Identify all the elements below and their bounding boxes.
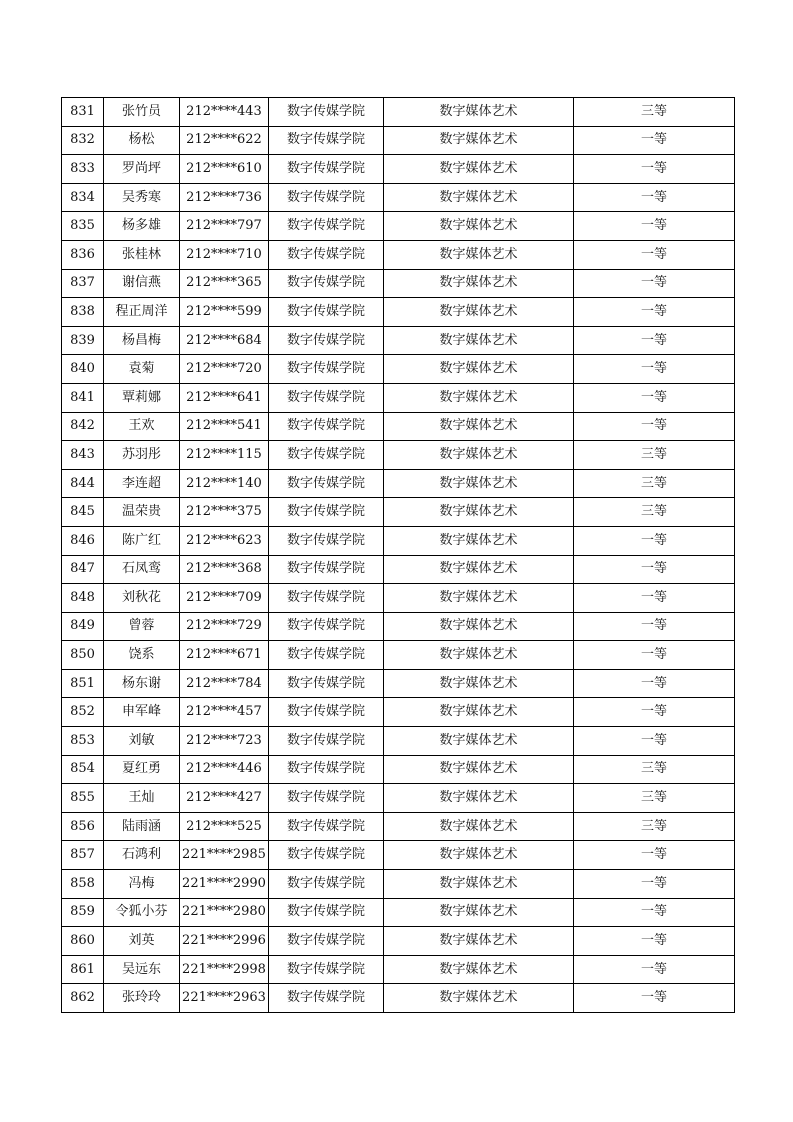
major-name: 数字媒体艺术 (384, 155, 574, 184)
table-row (62, 755, 735, 784)
award-grade: 三等 (574, 469, 735, 498)
row-number: 849 (62, 612, 104, 641)
major-name: 数字媒体艺术 (384, 669, 574, 698)
student-name: 王灿 (104, 784, 180, 813)
award-grade: 一等 (574, 984, 735, 1013)
major-name: 数字媒体艺术 (384, 355, 574, 384)
college-name: 数字传媒学院 (269, 126, 384, 155)
major-name: 数字媒体艺术 (384, 727, 574, 756)
college-name: 数字传媒学院 (269, 755, 384, 784)
table-row (62, 812, 735, 841)
student-name: 冯梅 (104, 870, 180, 899)
student-name: 温荣贵 (104, 498, 180, 527)
award-grade: 一等 (574, 698, 735, 727)
student-id: 212****710 (180, 240, 269, 269)
row-number: 845 (62, 498, 104, 527)
table-row (62, 155, 735, 184)
major-name: 数字媒体艺术 (384, 98, 574, 127)
row-number: 838 (62, 298, 104, 327)
row-number: 851 (62, 669, 104, 698)
award-grade: 一等 (574, 955, 735, 984)
award-grade: 一等 (574, 269, 735, 298)
award-grade: 一等 (574, 383, 735, 412)
college-name: 数字传媒学院 (269, 898, 384, 927)
college-name: 数字传媒学院 (269, 727, 384, 756)
college-name: 数字传媒学院 (269, 812, 384, 841)
award-grade: 一等 (574, 155, 735, 184)
major-name: 数字媒体艺术 (384, 612, 574, 641)
major-name: 数字媒体艺术 (384, 927, 574, 956)
college-name: 数字传媒学院 (269, 669, 384, 698)
row-number: 852 (62, 698, 104, 727)
award-grade: 一等 (574, 298, 735, 327)
student-id: 212****457 (180, 698, 269, 727)
student-name: 王欢 (104, 412, 180, 441)
student-name: 夏红勇 (104, 755, 180, 784)
student-name: 张桂林 (104, 240, 180, 269)
student-id: 212****622 (180, 126, 269, 155)
college-name: 数字传媒学院 (269, 584, 384, 613)
student-id: 221****2980 (180, 898, 269, 927)
major-name: 数字媒体艺术 (384, 812, 574, 841)
row-number: 850 (62, 641, 104, 670)
college-name: 数字传媒学院 (269, 784, 384, 813)
student-name: 刘英 (104, 927, 180, 956)
table-row (62, 412, 735, 441)
college-name: 数字传媒学院 (269, 612, 384, 641)
award-grade: 一等 (574, 126, 735, 155)
college-name: 数字传媒学院 (269, 955, 384, 984)
table-row (62, 298, 735, 327)
student-id: 221****2998 (180, 955, 269, 984)
student-name: 曾蓉 (104, 612, 180, 641)
student-name: 杨多雄 (104, 212, 180, 241)
college-name: 数字传媒学院 (269, 698, 384, 727)
college-name: 数字传媒学院 (269, 841, 384, 870)
award-grade: 三等 (574, 98, 735, 127)
award-grade: 一等 (574, 183, 735, 212)
row-number: 835 (62, 212, 104, 241)
row-number: 837 (62, 269, 104, 298)
student-name: 刘敏 (104, 727, 180, 756)
table-body (62, 98, 735, 1013)
major-name: 数字媒体艺术 (384, 641, 574, 670)
student-name: 刘秋花 (104, 584, 180, 613)
row-number: 857 (62, 841, 104, 870)
row-number: 843 (62, 441, 104, 470)
college-name: 数字传媒学院 (269, 498, 384, 527)
student-name: 陆雨涵 (104, 812, 180, 841)
row-number: 840 (62, 355, 104, 384)
award-grade: 三等 (574, 755, 735, 784)
award-grade: 一等 (574, 898, 735, 927)
major-name: 数字媒体艺术 (384, 412, 574, 441)
award-grade: 三等 (574, 784, 735, 813)
student-id: 212****709 (180, 584, 269, 613)
college-name: 数字传媒学院 (269, 298, 384, 327)
major-name: 数字媒体艺术 (384, 240, 574, 269)
major-name: 数字媒体艺术 (384, 269, 574, 298)
college-name: 数字传媒学院 (269, 412, 384, 441)
college-name: 数字传媒学院 (269, 927, 384, 956)
award-grade: 三等 (574, 498, 735, 527)
student-id: 212****671 (180, 641, 269, 670)
row-number: 844 (62, 469, 104, 498)
major-name: 数字媒体艺术 (384, 469, 574, 498)
table-row (62, 212, 735, 241)
student-name: 吴秀寒 (104, 183, 180, 212)
student-name: 饶系 (104, 641, 180, 670)
student-name: 程正周洋 (104, 298, 180, 327)
table-row (62, 469, 735, 498)
award-grade: 一等 (574, 584, 735, 613)
award-grade: 一等 (574, 326, 735, 355)
student-id: 212****797 (180, 212, 269, 241)
student-name: 袁菊 (104, 355, 180, 384)
row-number: 860 (62, 927, 104, 956)
student-id: 212****723 (180, 727, 269, 756)
student-id: 212****140 (180, 469, 269, 498)
table-row (62, 126, 735, 155)
table-row (62, 441, 735, 470)
table-row (62, 269, 735, 298)
student-name: 苏羽彤 (104, 441, 180, 470)
student-name: 张玲玲 (104, 984, 180, 1013)
college-name: 数字传媒学院 (269, 870, 384, 899)
table-row (62, 326, 735, 355)
college-name: 数字传媒学院 (269, 355, 384, 384)
table-row (62, 240, 735, 269)
student-name: 石凤鸾 (104, 555, 180, 584)
major-name: 数字媒体艺术 (384, 984, 574, 1013)
student-id: 212****641 (180, 383, 269, 412)
student-name: 陈广红 (104, 526, 180, 555)
major-name: 数字媒体艺术 (384, 326, 574, 355)
table-row (62, 584, 735, 613)
student-id: 212****375 (180, 498, 269, 527)
student-name: 覃莉娜 (104, 383, 180, 412)
college-name: 数字传媒学院 (269, 641, 384, 670)
major-name: 数字媒体艺术 (384, 698, 574, 727)
major-name: 数字媒体艺术 (384, 383, 574, 412)
major-name: 数字媒体艺术 (384, 212, 574, 241)
major-name: 数字媒体艺术 (384, 126, 574, 155)
student-name: 吴远东 (104, 955, 180, 984)
student-name: 杨松 (104, 126, 180, 155)
row-number: 839 (62, 326, 104, 355)
table-row (62, 612, 735, 641)
table-row (62, 698, 735, 727)
row-number: 834 (62, 183, 104, 212)
student-id: 212****610 (180, 155, 269, 184)
row-number: 853 (62, 727, 104, 756)
row-number: 832 (62, 126, 104, 155)
table-row (62, 784, 735, 813)
row-number: 831 (62, 98, 104, 127)
table-row (62, 526, 735, 555)
award-grade: 一等 (574, 727, 735, 756)
student-id: 212****365 (180, 269, 269, 298)
table-row (62, 183, 735, 212)
student-id: 212****684 (180, 326, 269, 355)
major-name: 数字媒体艺术 (384, 755, 574, 784)
student-name: 杨昌梅 (104, 326, 180, 355)
row-number: 854 (62, 755, 104, 784)
student-id: 221****2990 (180, 870, 269, 899)
major-name: 数字媒体艺术 (384, 498, 574, 527)
student-id: 212****368 (180, 555, 269, 584)
college-name: 数字传媒学院 (269, 441, 384, 470)
student-name: 谢信燕 (104, 269, 180, 298)
student-name: 申军峰 (104, 698, 180, 727)
row-number: 846 (62, 526, 104, 555)
student-id: 212****115 (180, 441, 269, 470)
student-id: 212****623 (180, 526, 269, 555)
student-id: 212****736 (180, 183, 269, 212)
award-grade: 一等 (574, 240, 735, 269)
row-number: 855 (62, 784, 104, 813)
student-name: 罗尚坪 (104, 155, 180, 184)
row-number: 842 (62, 412, 104, 441)
table-row (62, 383, 735, 412)
student-name: 石鸿利 (104, 841, 180, 870)
award-grade: 一等 (574, 841, 735, 870)
college-name: 数字传媒学院 (269, 240, 384, 269)
student-id: 221****2963 (180, 984, 269, 1013)
table-row (62, 355, 735, 384)
table-row (62, 898, 735, 927)
college-name: 数字传媒学院 (269, 383, 384, 412)
college-name: 数字传媒学院 (269, 526, 384, 555)
award-grade: 一等 (574, 526, 735, 555)
table-row (62, 555, 735, 584)
major-name: 数字媒体艺术 (384, 784, 574, 813)
student-id: 212****599 (180, 298, 269, 327)
college-name: 数字传媒学院 (269, 98, 384, 127)
row-number: 856 (62, 812, 104, 841)
major-name: 数字媒体艺术 (384, 441, 574, 470)
student-name: 张竹员 (104, 98, 180, 127)
row-number: 859 (62, 898, 104, 927)
table-row (62, 841, 735, 870)
award-grade: 一等 (574, 355, 735, 384)
student-id: 221****2996 (180, 927, 269, 956)
major-name: 数字媒体艺术 (384, 298, 574, 327)
award-grade: 一等 (574, 555, 735, 584)
table-row (62, 955, 735, 984)
college-name: 数字传媒学院 (269, 155, 384, 184)
student-id: 212****427 (180, 784, 269, 813)
major-name: 数字媒体艺术 (384, 183, 574, 212)
row-number: 861 (62, 955, 104, 984)
college-name: 数字传媒学院 (269, 183, 384, 212)
award-grade: 三等 (574, 812, 735, 841)
college-name: 数字传媒学院 (269, 326, 384, 355)
award-grade: 三等 (574, 441, 735, 470)
table-row (62, 927, 735, 956)
table-row (62, 870, 735, 899)
college-name: 数字传媒学院 (269, 984, 384, 1013)
major-name: 数字媒体艺术 (384, 526, 574, 555)
major-name: 数字媒体艺术 (384, 870, 574, 899)
row-number: 841 (62, 383, 104, 412)
student-id: 212****784 (180, 669, 269, 698)
college-name: 数字传媒学院 (269, 555, 384, 584)
row-number: 833 (62, 155, 104, 184)
student-name: 令狐小芬 (104, 898, 180, 927)
table-row (62, 669, 735, 698)
table-row (62, 98, 735, 127)
row-number: 848 (62, 584, 104, 613)
college-name: 数字传媒学院 (269, 469, 384, 498)
major-name: 数字媒体艺术 (384, 955, 574, 984)
row-number: 847 (62, 555, 104, 584)
table-row (62, 727, 735, 756)
award-grade: 一等 (574, 669, 735, 698)
college-name: 数字传媒学院 (269, 269, 384, 298)
student-id: 212****720 (180, 355, 269, 384)
award-grade: 一等 (574, 641, 735, 670)
student-id: 212****525 (180, 812, 269, 841)
table-row (62, 641, 735, 670)
award-list-table (61, 97, 735, 1013)
table-row (62, 984, 735, 1013)
row-number: 858 (62, 870, 104, 899)
college-name: 数字传媒学院 (269, 212, 384, 241)
student-id: 212****729 (180, 612, 269, 641)
award-grade: 一等 (574, 612, 735, 641)
major-name: 数字媒体艺术 (384, 555, 574, 584)
award-grade: 一等 (574, 412, 735, 441)
table-row (62, 498, 735, 527)
award-grade: 一等 (574, 212, 735, 241)
major-name: 数字媒体艺术 (384, 584, 574, 613)
student-id: 221****2985 (180, 841, 269, 870)
row-number: 836 (62, 240, 104, 269)
student-name: 杨东谢 (104, 669, 180, 698)
major-name: 数字媒体艺术 (384, 841, 574, 870)
major-name: 数字媒体艺术 (384, 898, 574, 927)
student-id: 212****446 (180, 755, 269, 784)
student-name: 李连超 (104, 469, 180, 498)
award-grade: 一等 (574, 870, 735, 899)
student-id: 212****541 (180, 412, 269, 441)
row-number: 862 (62, 984, 104, 1013)
student-id: 212****443 (180, 98, 269, 127)
award-grade: 一等 (574, 927, 735, 956)
